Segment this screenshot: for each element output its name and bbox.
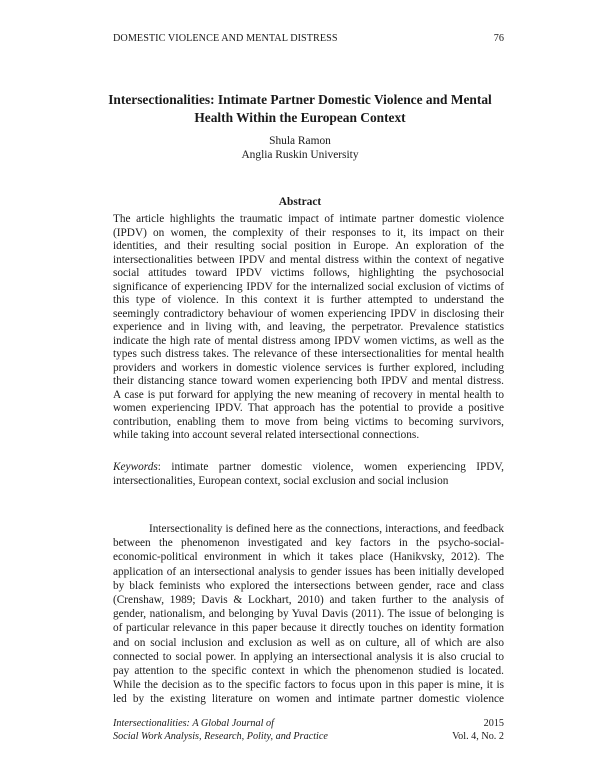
journal-name-line: Intersectionalities: A Global Journal of xyxy=(113,718,274,729)
abstract-line: types such distress takes. The relevance of these intersectionalities for mental health xyxy=(113,348,504,360)
body-line: gender, nationalism, and belonging by Yuval Davis (2011). The issue of belonging is xyxy=(113,608,504,621)
keywords-text: : intimate partner domestic violence, women experiencing IPDV, xyxy=(157,461,504,473)
abstract-line: this type of violence. In this context it is further attempted to understand the xyxy=(113,294,504,306)
abstract-line: significance of experiencing IPDV for the internalized social exclusion of victims of xyxy=(113,280,504,293)
author-block xyxy=(200,134,400,162)
issue-info xyxy=(452,717,504,743)
body-line: and on social inclusion and exclusion as well as on culture, all of which are also xyxy=(113,636,504,649)
abstract-line: identities, and their resulting social position in Europe. An exploration of the xyxy=(113,240,504,252)
abstract-line: women experiencing IPDV. That approach has the potential to provide a positive xyxy=(113,402,504,414)
body-line: (Crenshaw, 1989; Davis & Lockhart, 2010) and taken further to the analysis of xyxy=(113,593,504,606)
author-affiliation: Anglia Ruskin University xyxy=(241,149,359,161)
abstract-line: (IPDV) on women, the complexity of their responses to it, its impact on their xyxy=(113,226,504,239)
keywords xyxy=(113,460,504,488)
body-line: led by the existing literature on women and intimate partner domestic violence xyxy=(113,693,504,706)
body-line: pay attention to the specific context in which the phenomenon studied is located. xyxy=(113,664,504,677)
body-line: of particular relevance in this paper because it directly touches on identity formation xyxy=(113,622,504,635)
abstract-text xyxy=(113,213,504,443)
keywords-label: Keywords xyxy=(113,461,158,473)
article-title-line: Intersectionalities: Intimate Partner Domestic Violence and Mental xyxy=(108,92,492,107)
author-name: Shula Ramon xyxy=(269,135,331,147)
issue-year: 2015 xyxy=(483,718,504,729)
abstract-line: indicate the high rate of mental distress among IPDV women victims, as well as the xyxy=(113,334,504,347)
journal-name xyxy=(113,717,328,743)
body-line: Intersectionality is defined here as the connections, interactions, and feedback xyxy=(149,523,504,535)
body-line: between the phenomenon investigated and key factors in the psycho-social- xyxy=(113,537,504,550)
body-line: While the decision as to the specific factors to focus upon in this paper is mine, it is xyxy=(113,679,504,692)
running-head-title: DOMESTIC VIOLENCE AND MENTAL DISTRESS xyxy=(113,33,338,44)
abstract-line: A case is put forward for applying the new meaning of recovery in mental health to xyxy=(113,388,504,401)
body-line: connected to social power. In applying an intersectional analysis it is also crucial to xyxy=(113,650,504,663)
page-footer xyxy=(113,717,504,745)
keywords-line xyxy=(113,460,504,474)
body-line: application of an intersectional analysis to gender issues has been initially developed xyxy=(113,565,504,578)
abstract-line: providers and workers in domestic violence services is further explored, including xyxy=(113,361,504,374)
issue-volume: Vol. 4, No. 2 xyxy=(452,731,504,742)
abstract-line: intersectionalities between IPDV and mental distress within the context of negative xyxy=(113,253,504,266)
abstract-line: contribution, enabling them to move from being victims to becoming survivors, xyxy=(113,415,504,428)
journal-name-line: Social Work Analysis, Research, Polity, and Practice xyxy=(113,731,328,742)
article-title xyxy=(100,91,500,127)
keywords-line: intersectionalities, European context, social exclusion and social inclusion xyxy=(113,475,449,487)
abstract-line: experience and in living with, and leaving, the perpetrator. Prevalence statistics xyxy=(113,321,504,333)
abstract-line: while taking into account several related intersectional connections. xyxy=(113,429,420,441)
page-number: 76 xyxy=(493,33,504,44)
abstract-line: The article highlights the traumatic impact of intimate partner domestic violence xyxy=(113,213,504,225)
body-paragraph xyxy=(113,522,504,706)
abstract-line: their distancing stance toward women experiencing both IPDV and mental distress. xyxy=(113,375,504,387)
abstract-line: social attitudes toward IPDV victims follows, highlighting the psychosocial xyxy=(113,267,504,279)
running-head xyxy=(113,33,504,47)
abstract-line: seemingly contradictory behaviour of women experiencing IPDV in disclosing their xyxy=(113,307,504,320)
body-line: economic-political environment in which it takes place (Hanikvsky, 2012). The xyxy=(113,551,504,564)
abstract-heading: Abstract xyxy=(278,196,322,208)
article-title-line: Health Within the European Context xyxy=(194,110,406,125)
body-line: by black feminists who explored the intersections between gender, race and class xyxy=(113,579,504,592)
